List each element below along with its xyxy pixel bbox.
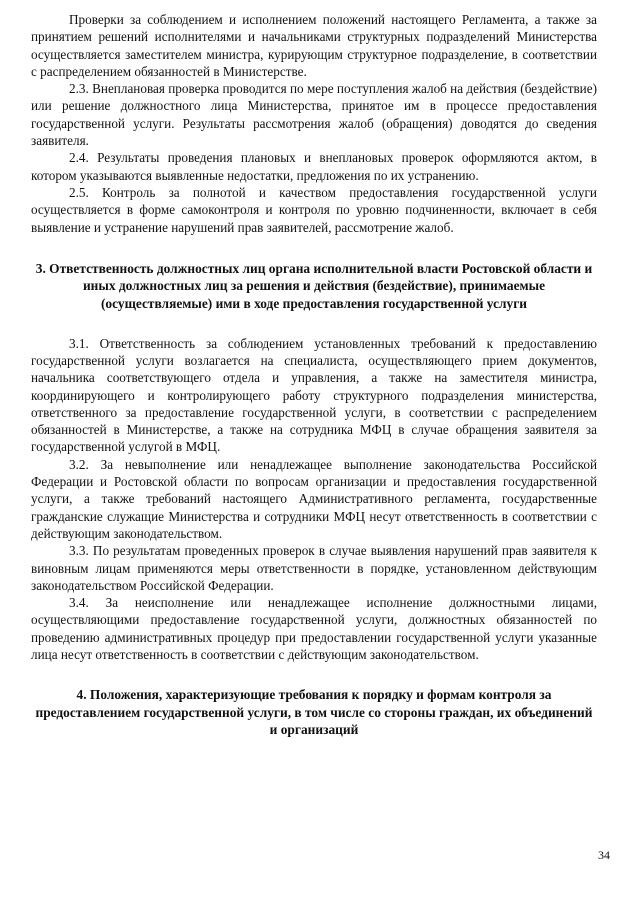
paragraph-inspections-oversight: Проверки за соблюдением и исполнением положений настоящего Регламента, а также за принятием решений исполнителями и начальниками структурных подразделений Министерства осуществляется заместителем министра, курирующим структурное подразделение, в соответствии с распределением обязанностей в Министерстве. xyxy=(31,12,597,79)
page-number: 34 xyxy=(598,848,610,862)
paragraph-3-2: 3.2. За невыполнение или ненадлежащее выполнение законодательства Российской Федерации и Ростовской области по вопросам организации и предоставления государственной услуги, а также требований настоящего Административного регламента, государственные гражданские служащие Министерства и сотрудники МФЦ несут ответственность в соответствии с действующим законодательством. xyxy=(31,456,597,541)
paragraph-3-4: 3.4. За неисполнение или ненадлежащее исполнение должностными лицами, осуществляющими предоставление государственной услуги, должностных обязанностей по проведению административных процедур при предоставлении государственной услуги указанные лица несут ответственность в соответствии с действующим законодательством. xyxy=(31,595,597,662)
section-3-heading: 3. Ответственность должностных лиц органа исполнительной власти Ростовской области и иных должностных лиц за решения и действия (бездействие), принимаемые (осуществляемые) ими в ходе предоставления государственной услуги xyxy=(35,260,593,312)
page-content xyxy=(31,11,597,739)
paragraph-2-5: 2.5. Контроль за полнотой и качеством предоставления государственной услуги осуществляется в форме самоконтроля и контроля по уровню подчиненности, включает в себя выявление и устранение нарушений прав заявителей, рассмотрение жалоб. xyxy=(31,184,597,235)
paragraph-2-4: 2.4. Результаты проведения плановых и внеплановых проверок оформляются актом, в котором указываются выявленные недостатки, предложения по их устранению. xyxy=(31,150,597,183)
section-4-heading: 4. Положения, характеризующие требования к порядку и формам контроля за предоставлением государственной услуги, в том числе со стороны граждан, их объединений и организаций xyxy=(35,687,593,738)
paragraph-2-3: 2.3. Внеплановая проверка проводится по мере поступления жалоб на действия (бездействие) или решение должностного лица Министерства, принятое им в процессе предоставления государственной услуги. Результаты рассмотрения жалоб (обращения) доводятся до сведения заявителя. xyxy=(31,81,597,149)
paragraph-3-1: 3.1. Ответственность за соблюдением установленных требований к предоставлению государственной услуги возлагается на специалиста, осуществляющего прием документов, начальника соответствующего отдела и управления, а также на заместителя министра, координирующего и контролирующего работу структурного подразделения министерства, ответственного за предоставление государственной услуги, в соответствии с распределением обязанностей в Министерстве, а также на сотрудника МФЦ в случае обращения заявителя за государственной услугой в МФЦ. xyxy=(31,335,597,455)
paragraph-3-3: 3.3. По результатам проведенных проверок в случае выявления нарушений прав заявителя к виновным лицам применяются меры ответственности в порядке, установленном действующим законодательством Российской Федерации. xyxy=(31,543,597,593)
